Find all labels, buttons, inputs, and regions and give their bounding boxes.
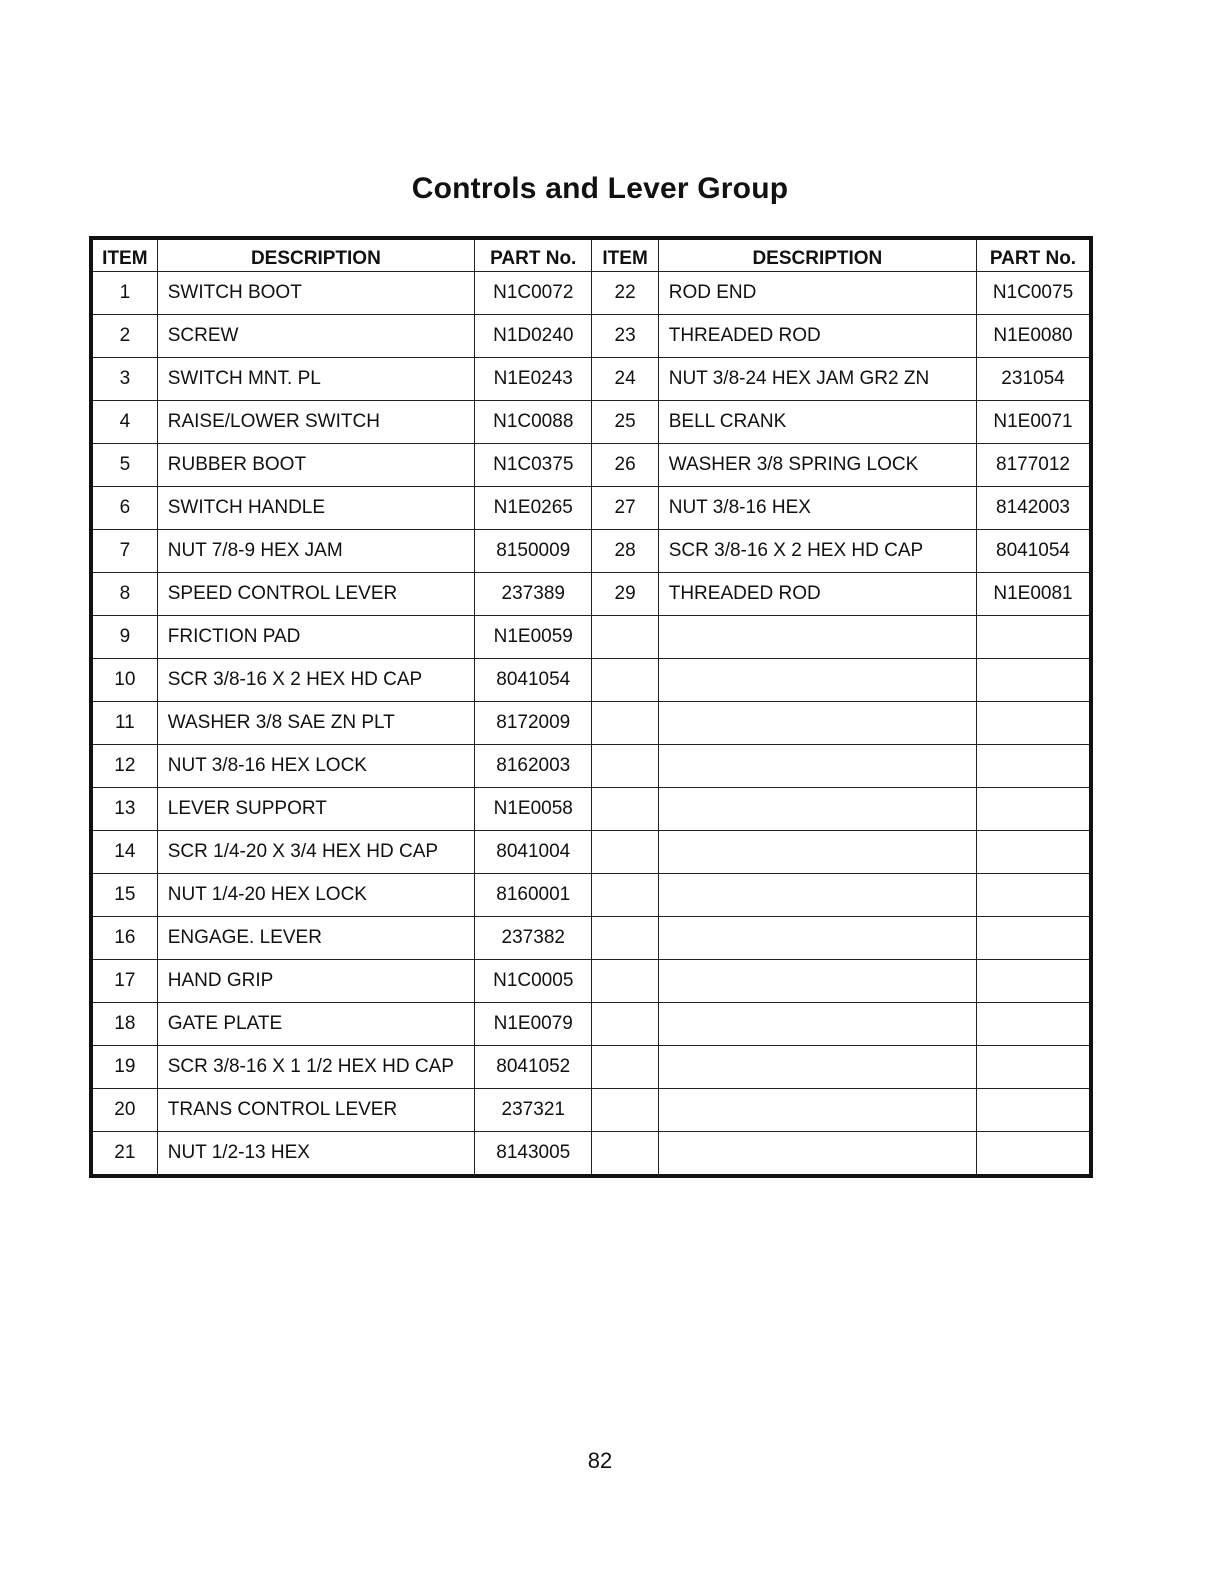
table-row: [91, 702, 1091, 745]
part-no-cell-2: [977, 659, 1092, 702]
item-cell: 3: [91, 358, 157, 401]
part-no-cell-2: [977, 874, 1092, 917]
description-cell: WASHER 3/8 SAE ZN PLT: [157, 702, 474, 745]
header-item: ITEM: [91, 238, 157, 272]
table-row: [91, 573, 1091, 616]
item-cell-2: [592, 874, 658, 917]
item-cell-2: 26: [592, 444, 658, 487]
description-cell: NUT 3/8-16 HEX LOCK: [157, 745, 474, 788]
part-no-cell: N1E0079: [475, 1003, 592, 1046]
item-cell-2: 25: [592, 401, 658, 444]
part-no-cell: 237321: [475, 1089, 592, 1132]
part-no-cell-2: [977, 788, 1092, 831]
description-cell: SCR 3/8-16 X 2 HEX HD CAP: [157, 659, 474, 702]
item-cell-2: 29: [592, 573, 658, 616]
part-no-cell-2: [977, 831, 1092, 874]
description-cell: NUT 1/4-20 HEX LOCK: [157, 874, 474, 917]
table-row: [91, 831, 1091, 874]
item-cell: 2: [91, 315, 157, 358]
part-no-cell: 237389: [475, 573, 592, 616]
item-cell-2: [592, 1089, 658, 1132]
description-cell: NUT 1/2-13 HEX: [157, 1132, 474, 1177]
part-no-cell-2: N1E0081: [977, 573, 1092, 616]
part-no-cell: N1D0240: [475, 315, 592, 358]
description-cell-2: [658, 788, 976, 831]
table-row: [91, 917, 1091, 960]
part-no-cell-2: 8177012: [977, 444, 1092, 487]
header-row: [91, 238, 1091, 272]
description-cell: TRANS CONTROL LEVER: [157, 1089, 474, 1132]
description-cell-2: [658, 960, 976, 1003]
table-row: [91, 616, 1091, 659]
part-no-cell-2: [977, 1046, 1092, 1089]
part-no-cell: 8162003: [475, 745, 592, 788]
item-cell-2: [592, 788, 658, 831]
description-cell-2: [658, 1132, 976, 1177]
description-cell: RAISE/LOWER SWITCH: [157, 401, 474, 444]
item-cell-2: 22: [592, 272, 658, 315]
description-cell-2: [658, 1046, 976, 1089]
part-no-cell-2: [977, 702, 1092, 745]
part-no-cell: 8172009: [475, 702, 592, 745]
table-row: [91, 444, 1091, 487]
description-cell: GATE PLATE: [157, 1003, 474, 1046]
description-cell: SWITCH HANDLE: [157, 487, 474, 530]
description-cell-2: BELL CRANK: [658, 401, 976, 444]
part-no-cell-2: 231054: [977, 358, 1092, 401]
part-no-cell: N1E0058: [475, 788, 592, 831]
table-row: [91, 874, 1091, 917]
table-row: [91, 960, 1091, 1003]
item-cell-2: 24: [592, 358, 658, 401]
description-cell: SCR 3/8-16 X 1 1/2 HEX HD CAP: [157, 1046, 474, 1089]
item-cell: 7: [91, 530, 157, 573]
description-cell-2: SCR 3/8-16 X 2 HEX HD CAP: [658, 530, 976, 573]
part-no-cell: N1E0265: [475, 487, 592, 530]
part-no-cell: 8150009: [475, 530, 592, 573]
item-cell-2: [592, 960, 658, 1003]
description-cell-2: [658, 831, 976, 874]
item-cell-2: [592, 1132, 658, 1177]
table-row: [91, 530, 1091, 573]
part-no-cell-2: N1C0075: [977, 272, 1092, 315]
table-row: [91, 315, 1091, 358]
item-cell: 11: [91, 702, 157, 745]
item-cell: 12: [91, 745, 157, 788]
item-cell-2: [592, 1003, 658, 1046]
part-no-cell-2: N1E0071: [977, 401, 1092, 444]
table-row: [91, 788, 1091, 831]
description-cell-2: THREADED ROD: [658, 315, 976, 358]
item-cell-2: [592, 831, 658, 874]
item-cell: 13: [91, 788, 157, 831]
item-cell: 17: [91, 960, 157, 1003]
part-no-cell: 8143005: [475, 1132, 592, 1177]
item-cell: 14: [91, 831, 157, 874]
page-number: 82: [587, 1448, 613, 1473]
description-cell-2: [658, 1003, 976, 1046]
item-cell: 10: [91, 659, 157, 702]
description-cell-2: [658, 874, 976, 917]
item-cell-2: [592, 659, 658, 702]
parts-table: [89, 236, 1093, 1178]
part-no-cell-2: 8142003: [977, 487, 1092, 530]
part-no-cell: 8041054: [475, 659, 592, 702]
table-row: [91, 1003, 1091, 1046]
item-cell-2: [592, 702, 658, 745]
part-no-cell: N1C0005: [475, 960, 592, 1003]
description-cell-2: NUT 3/8-24 HEX JAM GR2 ZN: [658, 358, 976, 401]
item-cell-2: [592, 616, 658, 659]
part-no-cell-2: [977, 616, 1092, 659]
description-cell: SPEED CONTROL LEVER: [157, 573, 474, 616]
item-cell-2: 23: [592, 315, 658, 358]
description-cell-2: [658, 659, 976, 702]
part-no-cell-2: [977, 745, 1092, 788]
table-row: [91, 745, 1091, 788]
part-no-cell: 8160001: [475, 874, 592, 917]
part-no-cell: N1C0088: [475, 401, 592, 444]
table-row: [91, 659, 1091, 702]
page-title: Controls and Lever Group: [411, 172, 789, 205]
part-no-cell-2: 8041054: [977, 530, 1092, 573]
description-cell-2: [658, 917, 976, 960]
description-cell-2: [658, 702, 976, 745]
table-row: [91, 1132, 1091, 1177]
description-cell: NUT 7/8-9 HEX JAM: [157, 530, 474, 573]
item-cell: 8: [91, 573, 157, 616]
part-no-cell: 8041052: [475, 1046, 592, 1089]
description-cell: RUBBER BOOT: [157, 444, 474, 487]
table-row: [91, 487, 1091, 530]
item-cell: 5: [91, 444, 157, 487]
item-cell: 20: [91, 1089, 157, 1132]
item-cell-2: [592, 1046, 658, 1089]
header-part-no: PART No.: [475, 238, 592, 272]
part-no-cell-2: N1E0080: [977, 315, 1092, 358]
part-no-cell: N1C0375: [475, 444, 592, 487]
description-cell: SWITCH BOOT: [157, 272, 474, 315]
description-cell-2: [658, 745, 976, 788]
description-cell-2: WASHER 3/8 SPRING LOCK: [658, 444, 976, 487]
item-cell: 9: [91, 616, 157, 659]
description-cell: ENGAGE. LEVER: [157, 917, 474, 960]
item-cell: 1: [91, 272, 157, 315]
header-item-2: ITEM: [592, 238, 658, 272]
table-row: [91, 1046, 1091, 1089]
item-cell-2: [592, 745, 658, 788]
part-no-cell-2: [977, 960, 1092, 1003]
description-cell: HAND GRIP: [157, 960, 474, 1003]
part-no-cell-2: [977, 1132, 1092, 1177]
description-cell: SCR 1/4-20 X 3/4 HEX HD CAP: [157, 831, 474, 874]
item-cell-2: 28: [592, 530, 658, 573]
item-cell: 21: [91, 1132, 157, 1177]
description-cell-2: THREADED ROD: [658, 573, 976, 616]
part-no-cell: N1E0243: [475, 358, 592, 401]
header-description-2: DESCRIPTION: [658, 238, 976, 272]
header-part-no-2: PART No.: [977, 238, 1092, 272]
part-no-cell-2: [977, 1089, 1092, 1132]
description-cell: SCREW: [157, 315, 474, 358]
item-cell-2: [592, 917, 658, 960]
description-cell: FRICTION PAD: [157, 616, 474, 659]
header-description: DESCRIPTION: [157, 238, 474, 272]
description-cell-2: [658, 1089, 976, 1132]
item-cell: 16: [91, 917, 157, 960]
item-cell: 4: [91, 401, 157, 444]
part-no-cell-2: [977, 1003, 1092, 1046]
table-row: [91, 1089, 1091, 1132]
table-row: [91, 358, 1091, 401]
part-no-cell: N1C0072: [475, 272, 592, 315]
table-row: [91, 272, 1091, 315]
item-cell: 19: [91, 1046, 157, 1089]
description-cell-2: NUT 3/8-16 HEX: [658, 487, 976, 530]
part-no-cell: 237382: [475, 917, 592, 960]
part-no-cell-2: [977, 917, 1092, 960]
item-cell-2: 27: [592, 487, 658, 530]
part-no-cell: N1E0059: [475, 616, 592, 659]
item-cell: 18: [91, 1003, 157, 1046]
description-cell-2: [658, 616, 976, 659]
part-no-cell: 8041004: [475, 831, 592, 874]
description-cell: SWITCH MNT. PL: [157, 358, 474, 401]
table-row: [91, 401, 1091, 444]
description-cell: LEVER SUPPORT: [157, 788, 474, 831]
description-cell-2: ROD END: [658, 272, 976, 315]
item-cell: 15: [91, 874, 157, 917]
item-cell: 6: [91, 487, 157, 530]
